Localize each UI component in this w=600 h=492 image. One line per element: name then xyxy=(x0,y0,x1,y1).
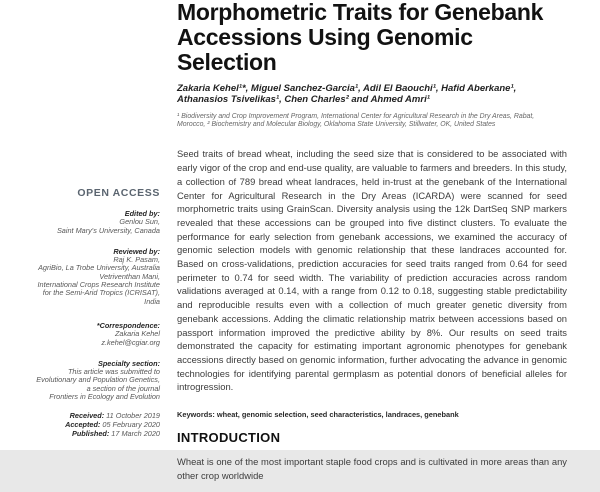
article-date-line xyxy=(0,411,160,420)
sidebar-group-line: AgriBio, La Trobe University, Australia xyxy=(38,263,160,273)
sidebar-group-label: *Correspondence: xyxy=(96,320,160,330)
sidebar-group-label: Edited by: xyxy=(124,209,160,218)
sidebar-group xyxy=(0,248,160,306)
sidebar xyxy=(0,188,160,438)
sidebar-group-line: a section of the journal xyxy=(86,383,160,393)
article xyxy=(177,0,567,492)
sidebar-group-line: Zakaria Kehel xyxy=(114,329,160,339)
article-date-value: 05 February 2020 xyxy=(100,420,160,430)
sidebar-group-line: India xyxy=(144,296,160,306)
article-date-line xyxy=(0,420,160,429)
article-date-line xyxy=(0,429,160,438)
article-title-line1: Morphometric Traits for Genebank xyxy=(177,0,544,25)
article-title xyxy=(177,0,567,75)
correspondence-email[interactable]: z.kehel@cgiar.org xyxy=(101,337,160,347)
article-date-value: 17 March 2020 xyxy=(109,429,160,439)
affiliation-line2: Morocco, ² Biochemistry and Molecular Biology, Oklahoma State University, Stillwater, OK, United States xyxy=(177,121,496,129)
author-list-line2: Athanasios Tsivelikas¹, Chen Charles² and Ahmed Amri¹ xyxy=(177,94,430,105)
article-title-line2: Accessions Using Genomic Selection xyxy=(177,24,473,75)
keywords-line: Keywords: wheat, genomic selection, seed characteristics, landraces, genebank xyxy=(177,410,459,420)
sidebar-group-line: International Crops Research Institute xyxy=(37,280,160,290)
author-list xyxy=(177,83,567,105)
sidebar-group-line: Evolutionary and Population Genetics, xyxy=(36,375,160,385)
sidebar-group xyxy=(0,360,160,401)
abstract-text: Seed traits of bread wheat, including the seed size that is considered to be associated with early vigor of the crop and end-use quality, are valuable to farmers and breeders. In this study, a collection of 789 bread wheat landraces, held in-trust at the genebank of the International Center for Agricultural Research in the Dry Areas (ICARDA) were scanned for seed morphometric traits using GrainScan. Diversity analysis using the 12k DartSeq SNP markers revealed that these accessions can be grouped into five distinct clusters. To evaluate the performance for early selection from genebank accessions, we examined the accuracy of genomic selection models with genomic relationship that these landraces accounted for. Based on cross-validations, prediction accuracies for seed traits ranged from 0.64 for seed perimeter to 0.74 for seed width. The variability of prediction accuracies across random validations averaged at 0.14, with a range from 0.12 to 0.18, suggesting stable predictability and reproducible results even with a collection of much greater genetic diversity from genebank accessions. Adding the climatic relationship matrix between accessions based on passport information improved the predictive ability by 8%. Our results on seed traits demonstrated the capacity for estimating important agronomic phenotypes for genebank accessions directly based on genomic information, further advocating the advance in genomic technologies for identifying parental germplasm as potential donors of beneficial alleles for introgression. xyxy=(177,148,567,393)
sidebar-group-line: This article was submitted to xyxy=(67,367,160,377)
sidebar-group xyxy=(0,210,160,235)
affiliation-line1: ¹ Biodiversity and Crop Improvement Program, International Center for Agricultural Research in the Dry Areas, Rabat, xyxy=(177,113,535,120)
sidebar-group-line: for the Semi-Arid Tropics (ICRISAT), xyxy=(42,288,160,298)
article-date-value: 11 October 2019 xyxy=(104,411,160,421)
sidebar-group-line: Raj K. Pasam, xyxy=(113,255,160,265)
sidebar-group-line: Saint Mary's University, Canada xyxy=(56,225,160,235)
sidebar-group-label: Reviewed by: xyxy=(113,246,160,256)
sidebar-group-line: Genlou Sun, xyxy=(119,217,160,227)
introduction-first-line: Wheat is one of the most important staple food crops and is cultivated in more areas than any other crop worldwide xyxy=(177,455,567,481)
open-access-label: OPEN ACCESS xyxy=(77,187,160,199)
sidebar-groups xyxy=(0,210,160,401)
article-date-label: Accepted: xyxy=(65,420,101,430)
sidebar-group xyxy=(0,322,160,347)
sidebar-group-line: Frontiers in Ecology and Evolution xyxy=(49,392,160,402)
article-date-label: Published: xyxy=(71,429,110,439)
section-heading-introduction: INTRODUCTION xyxy=(177,430,281,446)
article-dates xyxy=(0,411,160,438)
sidebar-group-line: Vetriventhan Mani, xyxy=(99,271,160,281)
sidebar-group-label: Specialty section: xyxy=(97,358,160,368)
author-list-line1: Zakaria Kehel¹*, Miguel Sanchez-Garcia¹, Adil El Baouchi¹, Hafid Aberkane¹, xyxy=(177,83,517,94)
affiliations xyxy=(177,113,567,129)
article-date-label: Received: xyxy=(69,411,105,421)
